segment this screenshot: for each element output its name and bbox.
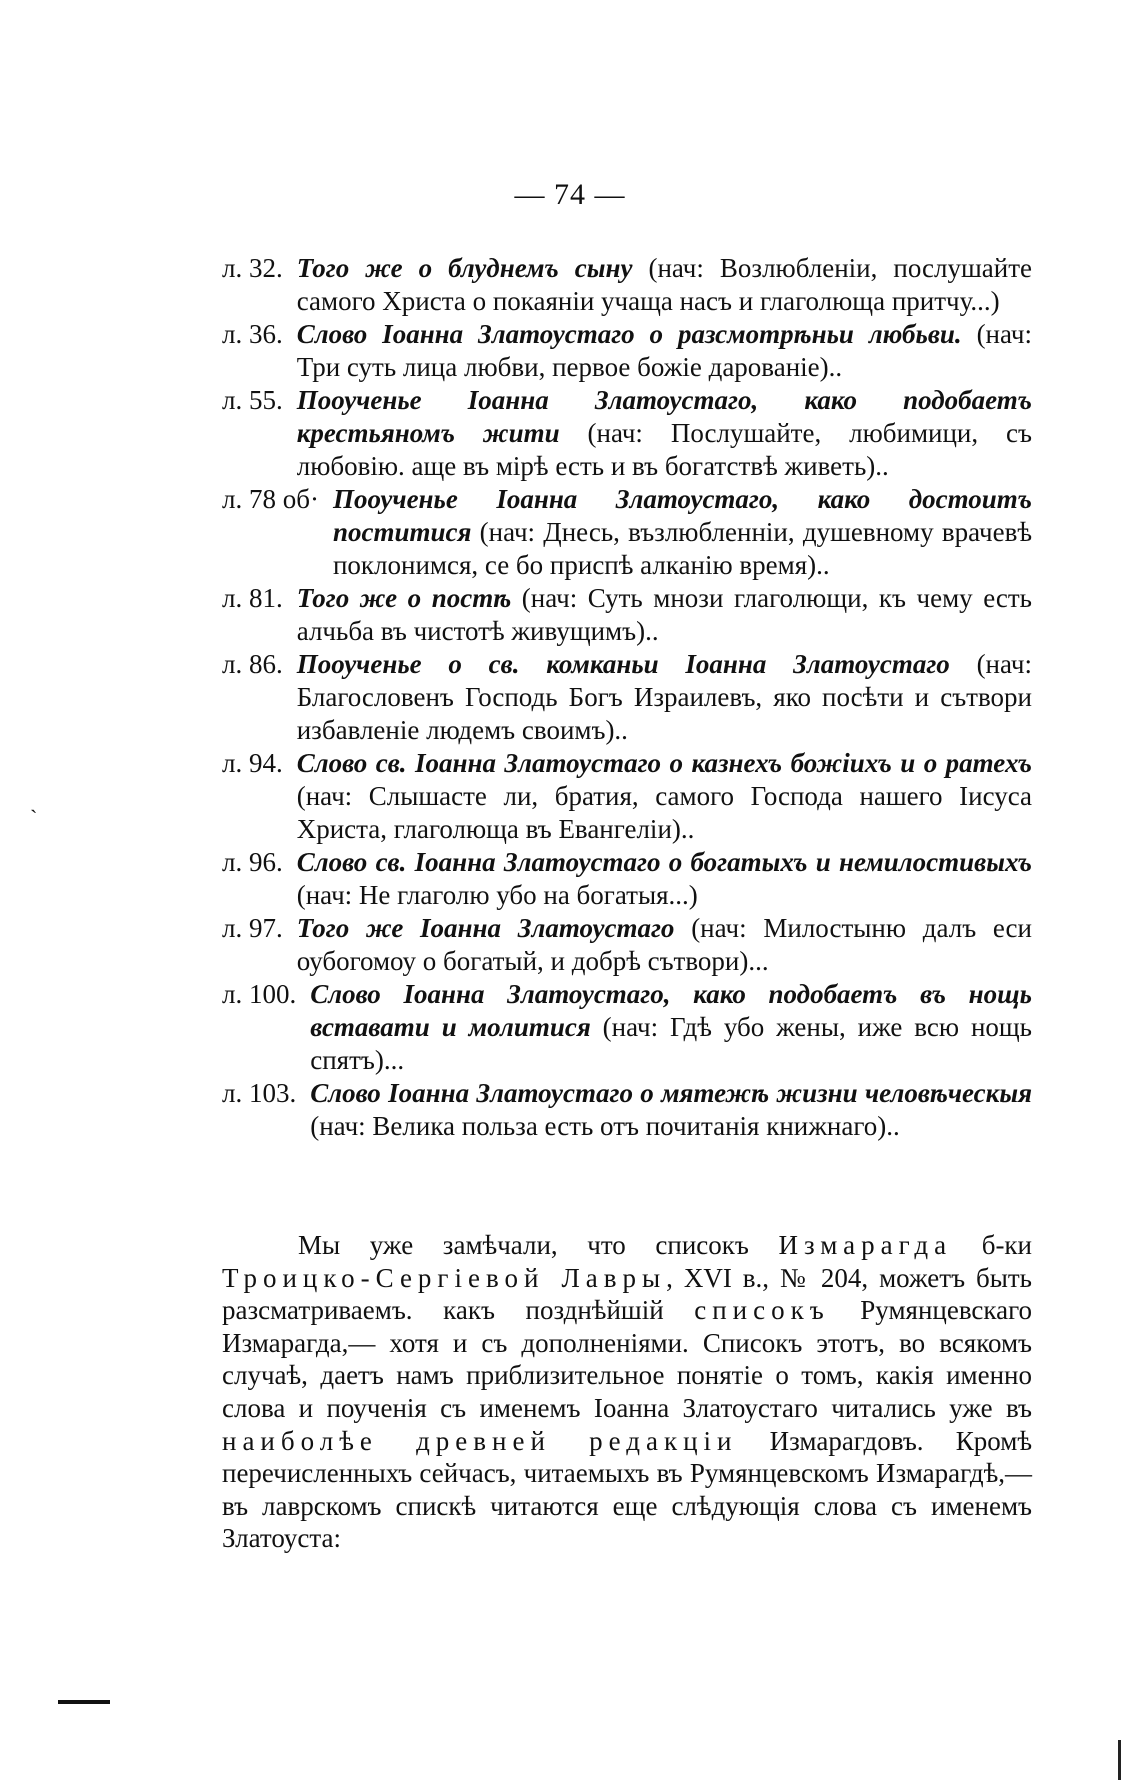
entry-body: [297, 747, 1032, 846]
entry-title: Слово Іоанна Златоустаго о мятежѣ жизни человѣческыя: [310, 1078, 1032, 1108]
list-item: [222, 252, 1032, 318]
paragraph-text: б-ки: [952, 1230, 1033, 1260]
list-item: [222, 1077, 1032, 1143]
entry-title: Пооученье Іоанна Златоустаго, како подобаетъ крестьяномъ жити: [296, 385, 1032, 448]
spaced-text: списокъ: [694, 1295, 830, 1326]
leaf-reference: л. 100.: [222, 979, 297, 1009]
entry-incipit: (нач: Возлюбленіи, послушайте самого Христа о покаяніи учаща насъ и глаголюща притчу...): [296, 253, 1032, 316]
list-item: [222, 747, 1032, 846]
entry-incipit: (нач: Слышасте ли, братия, самого Господа нашего Іисуса Христа, глаголюща въ Евангеліи)..: [296, 781, 1032, 844]
entry-incipit: (нач: Не глаголю убо на богатыя...): [296, 880, 698, 910]
entry-incipit: (нач: Велика польза есть отъ почитанія книжнаго)..: [310, 1111, 900, 1141]
entry-incipit: (нач: Днесь, възлюбленніи, душевному врачевѣ поклонимся, се бо приспѣ алканію время)..: [332, 517, 1032, 580]
sermon-list: [222, 252, 1032, 1143]
entry-incipit: (нач: Гдѣ убо жены, иже всю нощь спятъ)...: [310, 1012, 1032, 1075]
leaf-reference: л. 86.: [222, 649, 283, 679]
entry-title: Того же Іоанна Златоустаго: [296, 913, 675, 943]
list-item: [222, 846, 1032, 912]
entry-body: [297, 912, 1032, 978]
spaced-text: наиболѣе древней редакціи: [222, 1425, 738, 1456]
list-item: [222, 384, 1032, 483]
list-item: [222, 483, 1032, 582]
entry-body: [310, 978, 1032, 1077]
entry-body: [297, 648, 1032, 747]
entry-title: Того же о блуднемъ сыну: [296, 253, 633, 283]
entry-title: Пооученье Іоанна Златоустаго, како достоитъ поститися: [332, 484, 1032, 547]
leaf-reference: л. 55.: [222, 385, 283, 415]
entry-incipit: (нач: Суть мнози глаголющи, къ чему есть алчьба въ чистотѣ живущимъ)..: [296, 583, 1032, 646]
entry-title: Слово св. Іоанна Златоустаго о богатыхъ и немилостивыхъ: [296, 847, 1032, 877]
leaf-reference: л. 36.: [222, 319, 283, 349]
leaf-reference: л. 103.: [222, 1078, 297, 1108]
leaf-reference: л. 94.: [222, 748, 283, 778]
scan-speck-icon: ˋ: [30, 805, 38, 830]
list-item: [222, 912, 1032, 978]
leaf-reference: л. 97.: [222, 913, 283, 943]
spaced-text: Троицко-Сергіевой Лавры: [222, 1262, 667, 1293]
paragraph-text: , XVI в., № 204, можетъ быть разсматриваемъ. какъ позднѣйшій: [222, 1262, 1032, 1326]
leaf-reference: л. 32.: [222, 253, 283, 283]
leaf-reference: л. 78 об·: [222, 484, 319, 514]
entry-body: [297, 252, 1032, 318]
entry-body: [297, 846, 1032, 912]
leaf-reference: л. 96.: [222, 847, 283, 877]
entry-body: [297, 384, 1032, 483]
entry-title: Слово св. Іоанна Златоустаго о казнехъ божіихъ и о ратехъ: [296, 748, 1032, 778]
spaced-text: Измарагда: [778, 1230, 953, 1260]
entry-incipit: (нач: Три суть лица любви, первое божіе дарованіе)..: [296, 319, 1032, 382]
entry-body: [333, 483, 1032, 582]
entry-title: Того же о постѣ: [296, 583, 512, 613]
entry-body: [297, 318, 1032, 384]
leaf-reference: л. 81.: [222, 583, 283, 613]
entry-body: [297, 582, 1032, 648]
page-number: — 74 —: [514, 178, 626, 211]
paragraph-text: Мы уже замѣчали, что списокъ: [298, 1230, 779, 1260]
entry-incipit: (нач: Милостыню далъ еси оубогомоу о богатый, и добрѣ сътвори)...: [296, 913, 1032, 976]
entry-title: Слово Іоанна Златоустаго о разсмотрѣньи любьви.: [296, 319, 962, 349]
entry-incipit: (нач: Благословенъ Господь Богъ Израилевъ, яко посѣти и сътвори избавленіе людемъ своимъ)..: [296, 649, 1032, 745]
entry-title: Пооученье о св. комканьи Іоанна Златоустаго: [296, 649, 950, 679]
scan-edge-icon: [1118, 1740, 1121, 1780]
paragraph-text: Измарагдовъ. Кромѣ перечисленныхъ сейчасъ, читаемыхъ въ Румянцевскомъ Измарагдѣ,—въ лаврскомъ спискѣ читаются еще слѣдующія слова съ именемъ Златоуста:: [222, 1425, 1032, 1554]
list-item: [222, 978, 1032, 1077]
scan-mark-icon: [58, 1700, 110, 1704]
entry-body: [310, 1077, 1032, 1143]
entry-incipit: (нач: Послушайте, любимици, съ любовію. аще въ мірѣ есть и въ богатствѣ живеть)..: [296, 418, 1032, 481]
list-item: [222, 318, 1032, 384]
list-item: [222, 648, 1032, 747]
paragraph-text: Румянцевскаго Измарагда,— хотя и съ дополненіями. Списокъ этотъ, во всякомъ случаѣ, даетъ намъ приблизительное понятіе о томъ, какія именно слова и поученія съ именемъ Іоанна Златоустаго читались уже въ: [222, 1295, 1033, 1423]
entry-title: Слово Іоанна Златоустаго, како подобаетъ въ нощь вставати и молитися: [310, 979, 1032, 1042]
body-paragraph: [222, 1229, 1032, 1555]
list-item: [222, 582, 1032, 648]
